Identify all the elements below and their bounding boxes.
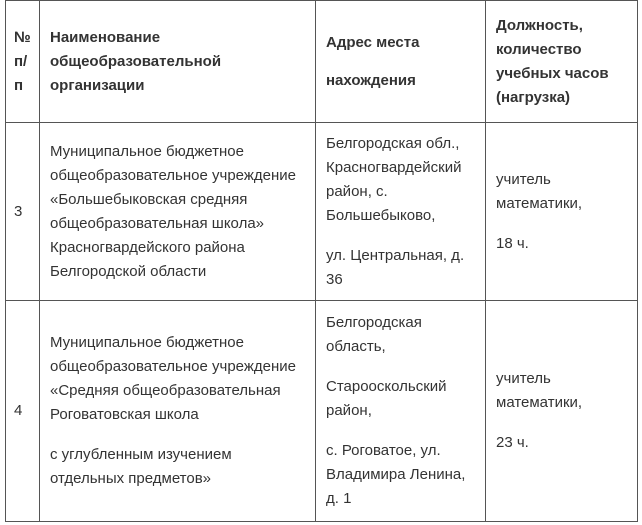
organization-text: Муниципальное бюджетное общеобразовательное учреждение «Средняя общеобразовательная Роговатовская школа bbox=[50, 334, 296, 423]
organization-text: с углубленным изучением отдельных предметов» bbox=[50, 446, 232, 487]
header-position: Должность, количество учебных часов (нагрузка) bbox=[486, 1, 638, 123]
row-position bbox=[486, 123, 638, 301]
position-text: учитель математики, bbox=[496, 370, 583, 411]
organization-text: Муниципальное бюджетное общеобразовательное учреждение «Большебыковская средняя общеобразовательная школа» Красногвардейского района Белгородской области bbox=[50, 142, 296, 280]
position-text: учитель математики, bbox=[496, 170, 583, 212]
header-organization: Наименование общеобразовательной организации bbox=[40, 1, 316, 123]
row-number: 4 bbox=[6, 301, 40, 522]
header-number: № п/п bbox=[6, 1, 40, 123]
row-address bbox=[316, 301, 486, 522]
row-address bbox=[316, 123, 486, 301]
table-header-row bbox=[6, 1, 638, 123]
row-number: 3 bbox=[6, 123, 40, 301]
table-row bbox=[6, 301, 638, 522]
address-line: Белгородская обл., Красногвардейский район, с. Большебыково, bbox=[326, 134, 462, 224]
hours-text: 23 ч. bbox=[496, 434, 529, 451]
address-line: с. Роговатое, ул. Владимира Ленина, д. 1 bbox=[326, 442, 466, 507]
teacher-assignments-table bbox=[5, 0, 638, 522]
address-line: ул. Центральная, д. 36 bbox=[326, 246, 465, 288]
header-address: Адрес места нахождения bbox=[316, 1, 486, 123]
row-position bbox=[486, 301, 638, 522]
address-line: Старооскольский район, bbox=[326, 378, 447, 419]
table-row bbox=[6, 123, 638, 301]
row-organization bbox=[40, 123, 316, 301]
address-line: Белгородская область, bbox=[326, 314, 422, 355]
row-organization bbox=[40, 301, 316, 522]
hours-text: 18 ч. bbox=[496, 234, 529, 252]
